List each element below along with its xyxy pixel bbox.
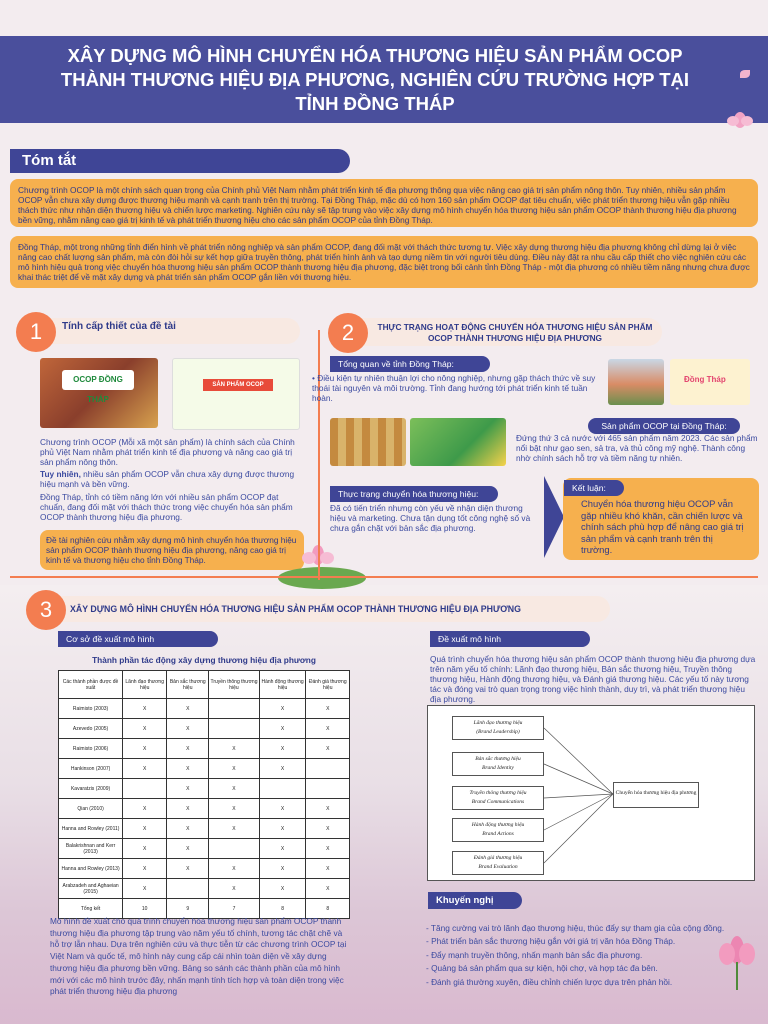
table-cell <box>306 759 350 779</box>
lotus-decoration-icon <box>722 104 758 128</box>
recommendation-item: - Phát triển bản sắc thương hiệu gắn với giá trị văn hóa Đồng Tháp. <box>426 936 676 947</box>
section-1-paragraph-2-text: nhiều sản phẩm OCOP vẫn chưa xây dựng được thương hiệu mạnh và bền vững. <box>40 469 295 489</box>
table-cell: X <box>306 819 350 839</box>
table-cell: X <box>306 739 350 759</box>
table-cell: X <box>167 819 209 839</box>
table-row-label: Hanna and Rowley (2013) <box>59 859 123 879</box>
table-cell <box>306 779 350 799</box>
table-row <box>59 699 350 719</box>
basis-label: Cơ sở đề xuất mô hình <box>58 631 218 647</box>
table-cell: X <box>259 719 306 739</box>
brand-identity-box <box>452 752 544 776</box>
lotus-flower-icon <box>712 930 762 990</box>
festival-banner-text: Đồng Tháp <box>684 375 726 384</box>
brand-communications-label: Truyền thông thương hiệu <box>469 790 527 796</box>
petal-decoration-icon <box>740 70 750 78</box>
section-3-number: 3 <box>26 590 66 630</box>
table-cell: X <box>306 719 350 739</box>
proposal-text: Quá trình chuyển hóa thương hiệu sản phẩm OCOP thành thương hiệu địa phương dựa trên năm yếu tố chính: Lãnh đạo thương hiệu, Bản sắc thương hiệu, Truyền thông thương hiệu, Hành động thương hiệu, và Đánh giá thương hiệu. Các yếu tố này tương tác và đóng vai trò quan trọng trong việc hình thành, duy trì, và phát triển thương hiệu địa phương. <box>430 654 756 704</box>
section-1-callout: Đề tài nghiên cứu nhằm xây dựng mô hình chuyển hóa thương hiệu sản phẩm OCOP thành thương hiệu địa phương, nâng cao giá trị kinh tế và thương hiệu cho tỉnh Đồng Tháp. <box>40 530 304 570</box>
table-cell: X <box>259 699 306 719</box>
brand-communications-box <box>452 786 544 810</box>
table-cell: X <box>259 879 306 899</box>
table-cell: X <box>306 799 350 819</box>
table-cell: X <box>167 699 209 719</box>
table-cell <box>259 779 306 799</box>
brand-leadership-label: Lãnh đạo thương hiệu <box>473 720 523 726</box>
table-row <box>59 719 350 739</box>
table-cell: X <box>167 859 209 879</box>
table-row-label: Raimisto (2003) <box>59 699 123 719</box>
products-text: Đứng thứ 3 cả nước với 465 sản phẩm năm 2023. Các sản phẩm nổi bật như gạo sen, sả tra, và thủ công mỹ nghệ. Thành công nhờ chính sách hỗ trợ và tiềm năng tự nhiên. <box>516 433 758 463</box>
brand-identity-label: Bản sắc thương hiệu <box>475 756 521 762</box>
table-cell: X <box>306 699 350 719</box>
ocop-poster-label: SẢN PHẨM OCOP <box>203 379 273 391</box>
brand-evaluation-label: Đánh giá thương hiệu <box>473 855 523 861</box>
dong-thap-street-image <box>608 359 664 405</box>
table-row-label: Qian (2010) <box>59 799 123 819</box>
proposal-label: Đề xuất mô hình <box>430 631 590 647</box>
table-cell: X <box>167 779 209 799</box>
table-row-label: Tổng kết <box>59 899 123 919</box>
table-cell <box>123 779 167 799</box>
target-box: Chuyển hóa thương hiệu địa phương <box>613 782 699 808</box>
table-row-label: Hankinson (2007) <box>59 759 123 779</box>
ocop-poster-image <box>172 358 300 430</box>
table-cell: X <box>123 739 167 759</box>
brand-leadership-box <box>452 716 544 740</box>
brand-communications-en: Brand Communications <box>471 799 525 805</box>
brand-evaluation-box <box>452 851 544 875</box>
table-cell: 7 <box>209 899 259 919</box>
table-header: Các thành phần được đề xuất <box>59 671 123 699</box>
table-cell: 8 <box>259 899 306 919</box>
table-cell: X <box>123 879 167 899</box>
table-cell: X <box>209 759 259 779</box>
table-header: Hành động thương hiệu <box>259 671 306 699</box>
ocop-store-sign: OCOP ĐỒNG THÁP <box>62 370 134 390</box>
recommendations-list <box>426 922 746 989</box>
table-cell <box>209 699 259 719</box>
table-header: Truyền thông thương hiệu <box>209 671 259 699</box>
table-row <box>59 859 350 879</box>
column-divider <box>318 330 320 580</box>
table-cell: X <box>209 779 259 799</box>
model-description: Mô hình đề xuất cho quá trình chuyển hóa thương hiệu sản phẩm OCOP thành thương hiệu địa phương tập trung vào năm yếu tố chính, tương tác chặt chẽ và hỗ trợ lẫn nhau. Dựa trên nghiên cứu và thực tiễn từ các chương trình OCOP tại Việt Nam và quốc tế, mô hình này cung cấp cái nhìn toàn diện về xây dựng thương hiệu địa phương bền vững. Bảng so sánh các thành phần của mô hình mới với các mô hình trước đây, nhấn mạnh tính tích hợp và toàn diện trong việc phát triển thương hiệu địa phương <box>50 916 347 997</box>
ocop-products-image <box>330 418 406 466</box>
section-1-paragraph-1: Chương trình OCOP (Mỗi xã một sản phẩm) là chính sách của Chính phủ Việt Nam nhằm phát triển kinh tế địa phương và nâng cao giá trị sản phẩm nông thôn. <box>40 437 295 467</box>
overview-text: • Điều kiện tự nhiên thuận lợi cho nông nghiệp, nhưng gặp thách thức về suy thoái tài nguyên và môi trường. Tỉnh đang hướng tới phát triển kinh tế tuần hoàn. <box>312 373 596 403</box>
table-cell <box>209 839 259 859</box>
table-cell: X <box>259 859 306 879</box>
table-cell: X <box>306 859 350 879</box>
ocop-fair-image <box>410 418 506 466</box>
table-cell: X <box>123 819 167 839</box>
table-cell <box>167 879 209 899</box>
arrow-right-icon <box>544 476 564 558</box>
table-cell: X <box>306 879 350 899</box>
table-cell: X <box>209 819 259 839</box>
table-header: Lãnh đạo thương hiệu <box>123 671 167 699</box>
table-row <box>59 839 350 859</box>
table-cell <box>209 719 259 739</box>
current-status-text: Đã có tiến triển nhưng còn yếu về nhận diện thương hiệu và marketing. Chưa tận dụng tốt công nghệ số và chưa gắn chặt với bản sắc địa phương. <box>330 503 531 533</box>
table-row <box>59 819 350 839</box>
abstract-heading: Tóm tắt <box>10 149 350 173</box>
table-header-row <box>59 671 350 699</box>
table-row-label: Arabzadeh and Aghaeian (2015) <box>59 879 123 899</box>
table-cell: X <box>209 739 259 759</box>
poster-title: XÂY DỰNG MÔ HÌNH CHUYỂN HÓA THƯƠNG HIỆU SẢN PHẨM OCOP THÀNH THƯƠNG HIỆU ĐỊA PHƯƠNG, NGHIÊN CỨU TRƯỜNG HỢP TẠI TỈNH ĐỒNG THÁP <box>60 45 690 114</box>
table-cell: 9 <box>167 899 209 919</box>
table-cell: X <box>167 759 209 779</box>
brand-actions-en: Brand Actions <box>482 831 514 837</box>
table-cell: X <box>123 839 167 859</box>
table-cell: X <box>209 879 259 899</box>
table-cell: X <box>167 719 209 739</box>
model-diagram <box>427 705 755 881</box>
overview-label: Tổng quan về tỉnh Đồng Tháp: <box>330 356 490 372</box>
table-row-label: Hanna and Rowley (2011) <box>59 819 123 839</box>
table-row <box>59 879 350 899</box>
brand-leadership-en: (Brand Leadership) <box>476 729 520 735</box>
table-cell: X <box>209 799 259 819</box>
brand-evaluation-en: Brand Evaluation <box>478 864 518 870</box>
section-divider <box>10 576 758 578</box>
table-cell: X <box>123 759 167 779</box>
table-cell: X <box>123 799 167 819</box>
conclusion-label: Kết luận: <box>564 480 624 496</box>
brand-actions-box <box>452 818 544 842</box>
table-row-label: Azevedo (2005) <box>59 719 123 739</box>
brand-identity-en: Brand Identity <box>482 765 514 771</box>
table-cell: X <box>209 859 259 879</box>
table-cell: X <box>167 799 209 819</box>
table-cell: X <box>167 839 209 859</box>
abstract-paragraph-2: Đồng Tháp, một trong những tỉnh điển hình về phát triển nông nghiệp và sản phẩm OCOP, đang đối mặt với thách thức tương tự. Việc xây dựng thương hiệu địa phương không chỉ dừng lại ở việc nâng cao chất lượng sản phẩm, mà còn đòi hỏi sự kết hợp giữa truyền thông, phát triển hình ảnh và tạo dựng niềm tin với người tiêu dùng. Điều này đặt ra nhu cầu cấp thiết cho việc nghiên cứu các mô hình hiệu quả trong việc chuyển hóa thương hiệu sản phẩm OCOP thành thương hiệu địa phương, đặc biệt trong bối cảnh tỉnh Đồng Tháp - một địa phương có nhiều tiềm năng nhưng chưa được khai thác triệt để về mặt xây dựng và phát triển sản phẩm OCOP gắn liền với thương hiệu. <box>10 236 758 288</box>
brand-actions-label: Hành động thương hiệu <box>471 822 525 828</box>
table-cell: 8 <box>306 899 350 919</box>
recommendation-item: - Đẩy mạnh truyền thông, nhấn mạnh bản sắc địa phương. <box>426 949 643 960</box>
ocop-store-image <box>40 358 158 428</box>
section-1-title: Tính cấp thiết của đề tài <box>62 321 176 332</box>
table-row-label: Kavaratzis (2009) <box>59 779 123 799</box>
section-1-paragraph-2 <box>40 469 302 489</box>
conclusion-text: Chuyển hóa thương hiệu OCOP vẫn gặp nhiều khó khăn, cần chiến lược và chính sách phù hợp để nâng cao giá trị sản phẩm và cạnh tranh trên thị trường. <box>581 498 744 555</box>
abstract-paragraph-1: Chương trình OCOP là một chính sách quan trọng của Chính phủ Việt Nam nhằm phát triển kinh tế địa phương thông qua việc nâng cao giá trị sản phẩm nông thôn. Tuy nhiên, nhiều sản phẩm OCOP vẫn chưa xây dựng được thương hiệu mạnh và cạnh tranh trên thị trường. Tại Đồng Tháp, mặc dù có hơn 160 sản phẩm OCOP đạt tiêu chuẩn, việc phát triển thương hiệu vẫn gặp nhiều thách thức như nhận diện thương hiệu và chiến lược marketing. Nghiên cứu này sẽ tập trung vào việc xây dựng mô hình chuyển hóa thương hiệu sản phẩm OCOP thành thương hiệu địa phương bền vững, nhằm nâng cao giá trị kinh tế và phát triển thương hiệu cho các sản phẩm OCOP của tỉnh Đồng Tháp. <box>10 179 758 227</box>
table-cell: X <box>259 739 306 759</box>
recommendations-label: Khuyến nghị <box>428 892 522 909</box>
section-3-title: XÂY DỰNG MÔ HÌNH CHUYỂN HÓA THƯƠNG HIỆU SẢN PHẨM OCOP THÀNH THƯƠNG HIỆU ĐỊA PHƯƠNG <box>70 604 522 614</box>
table-cell: X <box>259 819 306 839</box>
table-cell: X <box>123 859 167 879</box>
table-cell: 10 <box>123 899 167 919</box>
table-row <box>59 759 350 779</box>
table-cell: X <box>167 739 209 759</box>
table-cell: X <box>259 839 306 859</box>
table-row <box>59 799 350 819</box>
recommendation-item: - Đánh giá thường xuyên, điều chỉnh chiến lược dựa trên phản hồi. <box>426 976 673 987</box>
table-cell: X <box>259 759 306 779</box>
table-cell: X <box>306 839 350 859</box>
section-2-number: 2 <box>328 313 368 353</box>
section-2-title: THỰC TRẠNG HOẠT ĐỘNG CHUYỂN HÓA THƯƠNG HIỆU SẢN PHẨM OCOP THÀNH THƯƠNG HIỆU ĐỊA PHƯƠNG <box>377 322 653 343</box>
table-header: Bản sắc thương hiệu <box>167 671 209 699</box>
comparison-table <box>58 670 350 919</box>
however-emphasis: Tuy nhiên, <box>40 469 81 479</box>
table-cell: X <box>259 799 306 819</box>
section-1-number: 1 <box>16 312 56 352</box>
recommendation-item: - Quảng bá sản phẩm qua sự kiện, hội chợ, và hợp tác đa bên. <box>426 963 658 974</box>
recommendation-item: - Tăng cường vai trò lãnh đạo thương hiệu, thúc đẩy sự tham gia của cộng đồng. <box>426 923 725 933</box>
dong-thap-festival-image <box>670 359 750 405</box>
table-row-label: Balakrishnan and Kerr (2013) <box>59 839 123 859</box>
table-cell: X <box>123 719 167 739</box>
table-body <box>59 699 350 919</box>
section-1-paragraph-3: Đồng Tháp, tỉnh có tiềm năng lớn với nhiều sản phẩm OCOP đạt chuẩn, đang đối mặt với thách thức trong việc chuyển hóa sản phẩm OCOP thành thương hiệu địa phương. <box>40 492 293 522</box>
table-cell: X <box>123 699 167 719</box>
current-status-label: Thực trạng chuyển hóa thương hiệu: <box>330 486 498 502</box>
lotus-leaf-decoration-icon <box>270 538 370 590</box>
table-row-label: Raimisto (2006) <box>59 739 123 759</box>
table-row <box>59 779 350 799</box>
table-title: Thành phần tác động xây dựng thương hiệu địa phương <box>92 655 316 665</box>
table-row <box>59 739 350 759</box>
products-label: Sản phẩm OCOP tại Đồng Tháp: <box>588 418 740 434</box>
table-header: Đánh giá thương hiệu <box>306 671 350 699</box>
